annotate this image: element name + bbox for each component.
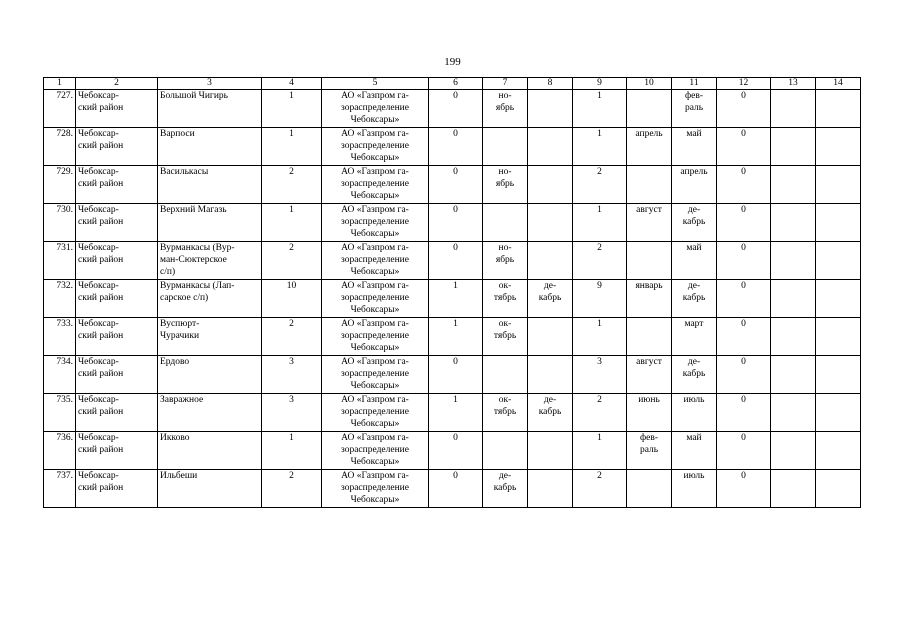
table-cell-col-8: [528, 318, 573, 356]
table-cell-col-7: [483, 128, 528, 166]
table-cell-col-1: 735.: [44, 394, 76, 432]
table-cell-col-2: Чебоксар- ский район: [76, 204, 158, 242]
table-cell-col-6: 0: [429, 470, 483, 508]
table-cell-col-7: но- ябрь: [483, 90, 528, 128]
table-cell-col-10: апрель: [627, 128, 672, 166]
table-cell-col-13: [771, 128, 816, 166]
table-cell-col-12: 0: [717, 318, 771, 356]
table-cell-col-7: ок- тябрь: [483, 280, 528, 318]
table-cell-col-14: [816, 204, 861, 242]
table-row: [44, 356, 861, 394]
table-row: [44, 432, 861, 470]
table-cell-col-4: 2: [262, 242, 322, 280]
table-cell-col-13: [771, 394, 816, 432]
table-cell-col-2: Чебоксар- ский район: [76, 280, 158, 318]
table-cell-col-9: 9: [573, 280, 627, 318]
table-row: [44, 90, 861, 128]
table-cell-col-7: но- ябрь: [483, 242, 528, 280]
column-header-10: 10: [627, 78, 672, 90]
table-row: [44, 128, 861, 166]
table-cell-col-5: АО «Газпром га- зораспределение Чебоксары»: [322, 166, 429, 204]
column-header-9: 9: [573, 78, 627, 90]
table-cell-col-8: [528, 166, 573, 204]
table-cell-col-2: Чебоксар- ский район: [76, 394, 158, 432]
table-cell-col-4: 1: [262, 432, 322, 470]
table-row: [44, 280, 861, 318]
table-cell-col-9: 1: [573, 204, 627, 242]
table-cell-col-5: АО «Газпром га- зораспределение Чебоксары»: [322, 242, 429, 280]
table-cell-col-3: Василькасы: [158, 166, 262, 204]
table-cell-col-3: Вурманкасы (Лап- сарское с/п): [158, 280, 262, 318]
table-cell-col-14: [816, 280, 861, 318]
table-cell-col-6: 1: [429, 280, 483, 318]
table-cell-col-13: [771, 242, 816, 280]
table-cell-col-10: июнь: [627, 394, 672, 432]
table-cell-col-8: [528, 470, 573, 508]
table-cell-col-6: 0: [429, 128, 483, 166]
table-cell-col-1: 728.: [44, 128, 76, 166]
table-cell-col-1: 727.: [44, 90, 76, 128]
table-cell-col-14: [816, 128, 861, 166]
table-cell-col-11: май: [672, 242, 717, 280]
table-cell-col-11: июль: [672, 394, 717, 432]
table-cell-col-5: АО «Газпром га- зораспределение Чебоксары»: [322, 356, 429, 394]
table-cell-col-2: Чебоксар- ский район: [76, 166, 158, 204]
table-cell-col-10: август: [627, 204, 672, 242]
table-cell-col-2: Чебоксар- ский район: [76, 356, 158, 394]
table-cell-col-14: [816, 394, 861, 432]
table-cell-col-3: Ердово: [158, 356, 262, 394]
table-cell-col-6: 0: [429, 90, 483, 128]
table-cell-col-12: 0: [717, 356, 771, 394]
table-cell-col-13: [771, 470, 816, 508]
table-cell-col-14: [816, 166, 861, 204]
table-cell-col-4: 10: [262, 280, 322, 318]
table-cell-col-12: 0: [717, 204, 771, 242]
table-cell-col-11: де- кабрь: [672, 204, 717, 242]
table-cell-col-7: [483, 204, 528, 242]
table-cell-col-1: 730.: [44, 204, 76, 242]
table-cell-col-10: фев- раль: [627, 432, 672, 470]
table-cell-col-11: май: [672, 432, 717, 470]
table-cell-col-6: 0: [429, 242, 483, 280]
table-cell-col-11: март: [672, 318, 717, 356]
column-header-2: 2: [76, 78, 158, 90]
table-cell-col-1: 736.: [44, 432, 76, 470]
column-header-1: 1: [44, 78, 76, 90]
table-cell-col-1: 732.: [44, 280, 76, 318]
table-cell-col-8: [528, 432, 573, 470]
table-cell-col-3: Большой Чигирь: [158, 90, 262, 128]
table-cell-col-14: [816, 356, 861, 394]
table-row: [44, 204, 861, 242]
table-cell-col-9: 1: [573, 128, 627, 166]
table-cell-col-7: [483, 432, 528, 470]
table-cell-col-12: 0: [717, 432, 771, 470]
table-cell-col-12: 0: [717, 90, 771, 128]
table-cell-col-8: [528, 90, 573, 128]
table-cell-col-8: [528, 204, 573, 242]
table-cell-col-9: 1: [573, 90, 627, 128]
table-cell-col-4: 2: [262, 470, 322, 508]
table-cell-col-4: 2: [262, 166, 322, 204]
table-cell-col-4: 3: [262, 356, 322, 394]
table-cell-col-11: фев- раль: [672, 90, 717, 128]
table-cell-col-5: АО «Газпром га- зораспределение Чебоксары»: [322, 394, 429, 432]
table-cell-col-7: де- кабрь: [483, 470, 528, 508]
table-cell-col-12: 0: [717, 242, 771, 280]
table-cell-col-13: [771, 432, 816, 470]
table-cell-col-1: 734.: [44, 356, 76, 394]
table-cell-col-9: 1: [573, 318, 627, 356]
table-cell-col-2: Чебоксар- ский район: [76, 128, 158, 166]
table-cell-col-14: [816, 432, 861, 470]
column-header-4: 4: [262, 78, 322, 90]
table-cell-col-2: Чебоксар- ский район: [76, 318, 158, 356]
table-row: [44, 318, 861, 356]
table-cell-col-8: де- кабрь: [528, 280, 573, 318]
table-cell-col-12: 0: [717, 280, 771, 318]
table-cell-col-5: АО «Газпром га- зораспределение Чебоксары»: [322, 470, 429, 508]
data-table: [43, 77, 861, 508]
table-cell-col-6: 0: [429, 166, 483, 204]
table-body: [44, 90, 861, 508]
table-cell-col-13: [771, 166, 816, 204]
table-cell-col-1: 729.: [44, 166, 76, 204]
table-cell-col-8: [528, 356, 573, 394]
table-cell-col-9: 2: [573, 166, 627, 204]
table-cell-col-3: Вуспюрт- Чурачики: [158, 318, 262, 356]
table-cell-col-12: 0: [717, 470, 771, 508]
table-cell-col-4: 3: [262, 394, 322, 432]
column-header-12: 12: [717, 78, 771, 90]
table-cell-col-12: 0: [717, 394, 771, 432]
table-cell-col-6: 0: [429, 356, 483, 394]
table-cell-col-12: 0: [717, 166, 771, 204]
column-header-8: 8: [528, 78, 573, 90]
column-header-13: 13: [771, 78, 816, 90]
column-header-7: 7: [483, 78, 528, 90]
table-cell-col-14: [816, 90, 861, 128]
table-cell-col-11: апрель: [672, 166, 717, 204]
table-cell-col-5: АО «Газпром га- зораспределение Чебоксары»: [322, 432, 429, 470]
table-cell-col-3: Верхний Магазь: [158, 204, 262, 242]
column-header-11: 11: [672, 78, 717, 90]
table-cell-col-2: Чебоксар- ский район: [76, 242, 158, 280]
table-cell-col-4: 1: [262, 204, 322, 242]
column-header-6: 6: [429, 78, 483, 90]
table-cell-col-10: [627, 318, 672, 356]
table-cell-col-5: АО «Газпром га- зораспределение Чебоксары»: [322, 318, 429, 356]
table-cell-col-3: Завражное: [158, 394, 262, 432]
table-cell-col-11: де- кабрь: [672, 356, 717, 394]
table-cell-col-7: ок- тябрь: [483, 318, 528, 356]
table-row: [44, 242, 861, 280]
table-cell-col-1: 731.: [44, 242, 76, 280]
table-cell-col-3: Вурманкасы (Вур- ман-Сюктерское с/п): [158, 242, 262, 280]
table-row: [44, 470, 861, 508]
table-cell-col-4: 2: [262, 318, 322, 356]
table-cell-col-11: июль: [672, 470, 717, 508]
table-cell-col-9: 2: [573, 242, 627, 280]
table-cell-col-9: 3: [573, 356, 627, 394]
table-cell-col-8: [528, 128, 573, 166]
table-cell-col-5: АО «Газпром га- зораспределение Чебоксары»: [322, 204, 429, 242]
table-cell-col-14: [816, 242, 861, 280]
table-cell-col-5: АО «Газпром га- зораспределение Чебоксары»: [322, 280, 429, 318]
table-cell-col-6: 0: [429, 432, 483, 470]
table-cell-col-9: 1: [573, 432, 627, 470]
table-cell-col-10: август: [627, 356, 672, 394]
page-number: 199: [444, 56, 461, 68]
table-cell-col-14: [816, 470, 861, 508]
table-cell-col-3: Варпоси: [158, 128, 262, 166]
table-cell-col-5: АО «Газпром га- зораспределение Чебоксары»: [322, 128, 429, 166]
table-cell-col-9: 2: [573, 394, 627, 432]
table-cell-col-7: [483, 356, 528, 394]
table-cell-col-2: Чебоксар- ский район: [76, 90, 158, 128]
table-cell-col-7: ок- тябрь: [483, 394, 528, 432]
column-header-5: 5: [322, 78, 429, 90]
column-header-3: 3: [158, 78, 262, 90]
table-cell-col-10: [627, 470, 672, 508]
table-cell-col-6: 1: [429, 318, 483, 356]
table-cell-col-4: 1: [262, 90, 322, 128]
table-cell-col-6: 0: [429, 204, 483, 242]
table-cell-col-13: [771, 356, 816, 394]
table-cell-col-11: де- кабрь: [672, 280, 717, 318]
table-cell-col-2: Чебоксар- ский район: [76, 470, 158, 508]
table-cell-col-10: [627, 242, 672, 280]
table-cell-col-11: май: [672, 128, 717, 166]
column-header-14: 14: [816, 78, 861, 90]
table-row: [44, 394, 861, 432]
table-cell-col-13: [771, 204, 816, 242]
table-cell-col-8: [528, 242, 573, 280]
table-row: [44, 166, 861, 204]
table-cell-col-1: 737.: [44, 470, 76, 508]
table-cell-col-2: Чебоксар- ский район: [76, 432, 158, 470]
table-cell-col-5: АО «Газпром га- зораспределение Чебоксары»: [322, 90, 429, 128]
table-cell-col-8: де- кабрь: [528, 394, 573, 432]
table-cell-col-6: 1: [429, 394, 483, 432]
table-cell-col-3: Ильбеши: [158, 470, 262, 508]
table-cell-col-4: 1: [262, 128, 322, 166]
table-cell-col-13: [771, 90, 816, 128]
table-cell-col-13: [771, 280, 816, 318]
table-cell-col-3: Икково: [158, 432, 262, 470]
table-cell-col-7: но- ябрь: [483, 166, 528, 204]
table-cell-col-14: [816, 318, 861, 356]
table-cell-col-12: 0: [717, 128, 771, 166]
table-cell-col-9: 2: [573, 470, 627, 508]
header-row: [44, 78, 861, 90]
table-cell-col-10: январь: [627, 280, 672, 318]
table-cell-col-1: 733.: [44, 318, 76, 356]
table-cell-col-13: [771, 318, 816, 356]
table-cell-col-10: [627, 166, 672, 204]
table-cell-col-10: [627, 90, 672, 128]
